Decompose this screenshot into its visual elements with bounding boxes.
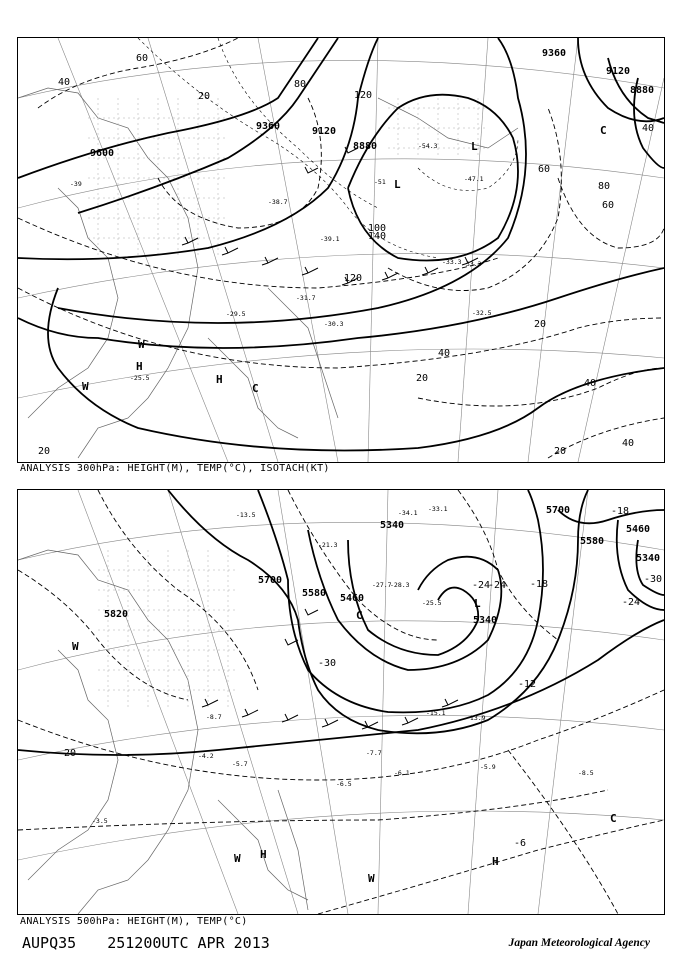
height-label: 9360 [542,48,567,59]
isotherm-label: -18 [611,506,630,517]
isotach-label: 20 [416,373,429,384]
temperature-hatch [88,98,488,258]
temperature-label: -33.1 [428,505,448,513]
panel-caption-300hpa: ANALYSIS 300hPa: HEIGHT(M), TEMP(°C), ISOTACH(KT) [20,463,330,474]
warm-symbol: W [368,872,375,885]
height-label: 5340 [380,520,405,531]
high-symbol: H [492,855,499,868]
cold-symbol: C [356,609,363,622]
map-canvas-300hpa [18,38,664,462]
isotach-label: 60 [602,200,615,211]
isotach-label: 140 [368,231,387,242]
temperature-label: -3.5 [92,817,108,825]
high-symbol: H [260,848,267,861]
height-label: 9360 [256,121,281,132]
isotherm-contours [138,38,518,258]
temperature-label: -32.5 [472,309,492,317]
temperature-label: -5.7 [232,760,248,768]
isotach-label: 80 [598,181,611,192]
height-label: 5460 [626,524,651,535]
graticule [18,38,664,462]
height-label: 5340 [636,553,661,564]
warm-symbol: W [234,852,241,865]
temperature-label: -30.3 [324,320,344,328]
cold-symbol: C [252,382,259,395]
low-symbol: L [471,140,478,153]
low-symbol: L [474,597,481,610]
isotach-label: 60 [136,53,149,64]
isotach-label: 40 [58,77,71,88]
temperature-label: -39.1 [320,235,340,243]
temperature-label: -5.9 [480,763,496,771]
temperature-label: -7.7 [366,749,382,757]
isotherm-label: -24 [622,597,641,608]
height-label: 5700 [258,575,283,586]
height-label: 8880 [353,141,378,152]
isotherm-contours [18,490,664,914]
isotherm-label: -30 [318,658,337,669]
isotach-label: 40 [622,438,635,449]
isotach-label: 20 [534,319,547,330]
isotach-label: 40 [642,123,655,134]
height-label: 5820 [104,609,129,620]
isotach-label: 80 [294,79,307,90]
temperature-label: -6.5 [336,780,352,788]
warm-symbol: W [82,380,89,393]
temperature-hatch [98,550,238,710]
isotherm-label: 20 [64,748,77,759]
isotach-contours [18,38,664,458]
temperature-label: -8.7 [206,713,222,721]
isotach-label: 20 [198,91,211,102]
warm-symbol: W [72,640,79,653]
temperature-label: -25.5 [422,599,442,607]
temperature-label: -13.5 [236,511,256,519]
height-contours [18,38,664,451]
isotach-label: 40 [584,378,597,389]
temperature-label: -33.3 [442,258,462,266]
temperature-label: -38.7 [268,198,288,206]
temperature-label-group [92,505,594,825]
high-symbol: H [136,360,143,373]
isotherm-label: -18 [530,579,549,590]
height-label: 8880 [630,85,655,96]
temperature-label: -34.1 [398,509,418,517]
temperature-label: -8.5 [578,769,594,777]
isotherm-label: -6 [514,838,527,849]
height-label: 5580 [302,588,327,599]
temperature-label: -39 [70,180,82,188]
height-label: 9120 [606,66,631,77]
temperature-label: -6.1 [394,769,410,777]
temperature-label: -15.1 [426,709,446,717]
agency-name: Japan Meteorological Agency [508,937,650,949]
temperature-label: -51 [374,178,386,186]
symbol-group [82,124,607,395]
high-symbol: H [216,373,223,386]
temperature-label: -54.3 [418,142,438,150]
temperature-label: -25.5 [130,374,150,382]
height-contours [18,490,664,755]
temperature-label: -13.9 [466,714,486,722]
height-label: 5460 [340,593,365,604]
isotherm-label: -30 [644,574,663,585]
low-symbol: L [394,178,401,191]
temperature-label: -47.1 [464,175,484,183]
isotach-label: 60 [538,164,551,175]
temperature-label: -33.3 [462,260,482,268]
height-label: 5700 [546,505,571,516]
height-label: 9600 [90,148,115,159]
isotach-label: 120 [344,273,363,284]
cold-symbol: C [600,124,607,137]
chart-id-line [22,934,292,952]
temperature-label: -28.3 [390,581,410,589]
panel-caption-500hpa: ANALYSIS 500hPa: HEIGHT(M), TEMP(°C) [20,916,248,927]
isotherm-label: -24 [488,580,507,591]
map-canvas-500hpa [18,490,664,914]
isotherm-label: -24 [472,580,491,591]
temperature-label: -27.7 [372,581,392,589]
temperature-label: -4.2 [198,752,214,760]
isotach-label: 40 [438,348,451,359]
temperature-label: -31.7 [296,294,316,302]
height-label: 5580 [580,536,605,547]
valid-datetime: 251200UTC APR 2013 [107,934,270,952]
temperature-label: -29.5 [226,310,246,318]
map-panel-300hpa [17,37,665,463]
map-panel-500hpa [17,489,665,915]
chart-code: AUPQ35 [22,934,77,952]
isotach-label: 120 [354,90,373,101]
graticule [18,490,664,914]
warm-symbol: W [138,338,145,351]
isotherm-label: -12 [518,679,537,690]
isotach-label: 100 [368,223,387,234]
height-label-group [90,48,654,159]
temperature-label: -21.3 [318,541,338,549]
cold-symbol: C [610,812,617,825]
height-label: 9120 [312,126,337,137]
isotach-label: 20 [554,446,567,457]
height-label: 5340 [473,615,498,626]
isotach-label: 20 [38,446,51,457]
